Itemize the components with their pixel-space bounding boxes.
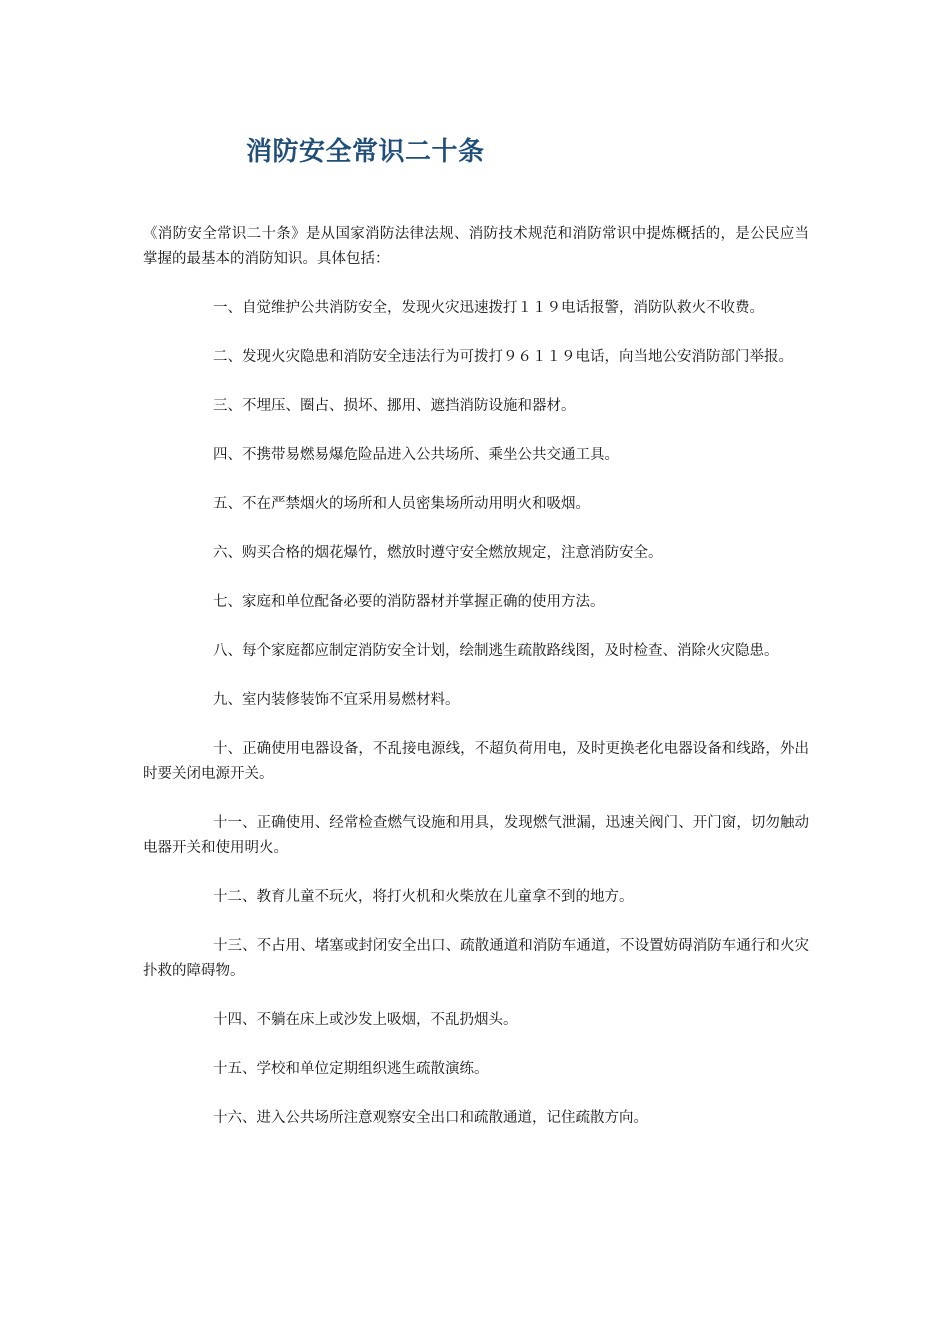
rule-item-7: 七、家庭和单位配备必要的消防器材并掌握正确的使用方法。 <box>213 594 605 610</box>
rule-item-12: 十二、教育儿童不玩火，将打火机和火柴放在儿童拿不到的地方。 <box>213 889 634 905</box>
rule-item-8: 八、每个家庭都应制定消防安全计划，绘制逃生疏散路线图，及时检查、消除火灾隐患。 <box>213 643 779 659</box>
rule-item-15: 十五、学校和单位定期组织逃生疏散演练。 <box>213 1061 489 1077</box>
rule-item-11: 十一、正确使用、经常检查燃气设施和用具，发现燃气泄漏，迅速关阀门、开门窗，切勿触动电器开关和使用明火。 <box>143 815 809 856</box>
intro-paragraph: 《消防安全常识二十条》是从国家消防法律法规、消防技术规范和消防常识中提炼概括的，是公民应当掌握的最基本的消防知识。具体包括： <box>143 226 809 267</box>
document-title: 消防安全常识二十条 <box>246 137 485 167</box>
rule-item-2: 二、发现火灾隐患和消防安全违法行为可拨打９６１１９电话，向当地公安消防部门举报。 <box>213 349 793 365</box>
rule-item-9: 九、室内装修装饰不宜采用易燃材料。 <box>213 692 460 708</box>
rule-item-6: 六、购买合格的烟花爆竹，燃放时遵守安全燃放规定，注意消防安全。 <box>213 545 663 561</box>
rule-item-14: 十四、不躺在床上或沙发上吸烟，不乱扔烟头。 <box>213 1012 518 1028</box>
rule-item-1: 一、自觉维护公共消防安全，发现火灾迅速拨打１１９电话报警，消防队救火不收费。 <box>213 300 764 316</box>
rule-item-4: 四、不携带易燃易爆危险品进入公共场所、乘坐公共交通工具。 <box>213 447 619 463</box>
rule-item-3: 三、不埋压、圈占、损坏、挪用、遮挡消防设施和器材。 <box>213 398 576 414</box>
rule-item-16: 十六、进入公共场所注意观察安全出口和疏散通道，记住疏散方向。 <box>213 1110 648 1126</box>
document-body <box>143 222 809 1155</box>
rule-item-10: 十、正确使用电器设备，不乱接电源线，不超负荷用电，及时更换老化电器设备和线路，外出时要关闭电源开关。 <box>143 741 809 782</box>
rule-item-5: 五、不在严禁烟火的场所和人员密集场所动用明火和吸烟。 <box>213 496 590 512</box>
rule-item-13: 十三、不占用、堵塞或封闭安全出口、疏散通道和消防车通道，不设置妨碍消防车通行和火灾扑救的障碍物。 <box>143 938 809 979</box>
